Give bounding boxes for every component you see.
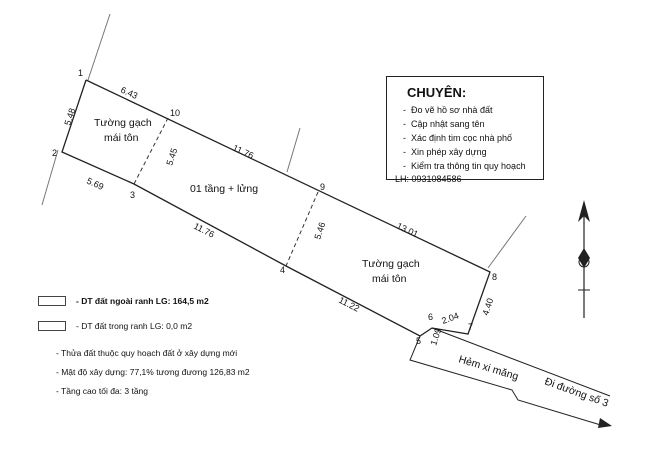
point-1: 1	[78, 68, 84, 78]
point-5: 5	[416, 336, 422, 346]
road-label: Đi đường số 3	[542, 375, 611, 410]
note-item: - Thửa đất thuộc quy hoạch đất ở xây dựng mới	[56, 344, 250, 363]
point-9: 9	[320, 182, 326, 192]
services-box	[386, 76, 544, 184]
point-3: 3	[130, 190, 136, 200]
dim-3-4: 11.76	[192, 220, 217, 240]
dim-9-4: 5.46	[312, 220, 328, 241]
neighbor-line	[287, 128, 300, 172]
zone-right-label-line1: Tường gạch	[362, 258, 420, 270]
dim-5-6: 1.09	[428, 326, 444, 347]
service-item: - Xin phép xây dựng	[395, 145, 535, 159]
point-2: 2	[52, 148, 58, 158]
zone-right-label-line2: mái tôn	[372, 273, 407, 285]
point-7: 7	[468, 322, 474, 332]
service-item: - Cập nhật sang tên	[395, 117, 535, 131]
note-item: - Mật độ xây dựng: 77,1% tương đương 126,83 m2	[56, 363, 250, 382]
neighbor-line	[488, 216, 526, 268]
point-6: 6	[428, 312, 434, 322]
zone-left-label-line2: mái tôn	[104, 132, 139, 144]
note-item: - Tầng cao tối đa: 3 tầng	[56, 382, 250, 401]
partition-line	[286, 192, 318, 266]
dim-6-7: 2.04	[440, 310, 461, 326]
north-arrow-icon	[578, 200, 590, 318]
legend-swatch-inside	[38, 321, 66, 331]
point-4: 4	[280, 265, 286, 275]
dim-10-3: 5.45	[164, 146, 180, 167]
legend-outside-text: - DT đất ngoài ranh LG: 164,5 m2	[76, 296, 209, 306]
service-item: - Đo vẽ hồ sơ nhà đất	[395, 103, 535, 117]
service-item: - Xác định tim cọc nhà phố	[395, 131, 535, 145]
point-10: 10	[170, 108, 181, 118]
service-item: - Kiểm tra thông tin quy hoạch	[395, 159, 535, 173]
zone-left-label-line1: Tường gạch	[94, 117, 152, 129]
zone-middle-label: 01 tầng + lửng	[190, 183, 259, 195]
legend-inside	[38, 321, 192, 331]
neighbor-line	[88, 14, 110, 80]
services-list	[395, 103, 535, 173]
services-title: CHUYÊN:	[407, 85, 467, 100]
dim-9-8: 13.01	[395, 220, 420, 240]
dim-8-7: 4.40	[480, 296, 496, 317]
legend-outside	[38, 296, 209, 306]
dim-10-9: 11.76	[231, 142, 256, 161]
dim-4-6: 11.22	[337, 294, 362, 314]
alley-label: Hẻm xi măng	[457, 353, 520, 383]
legend-swatch-outside	[38, 296, 66, 306]
dim-1-2: 5.48	[62, 106, 78, 127]
notes	[56, 344, 250, 401]
alley-edge	[410, 336, 604, 426]
dim-2-3: 5.69	[85, 175, 106, 192]
road-arrow-icon	[598, 418, 612, 428]
legend-inside-text: - DT đất trong ranh LG: 0,0 m2	[76, 321, 193, 331]
neighbor-line	[42, 150, 58, 205]
point-8: 8	[492, 272, 498, 282]
contact-phone: LH: 0931084586	[395, 174, 462, 184]
dim-1-10: 6.43	[119, 84, 140, 101]
